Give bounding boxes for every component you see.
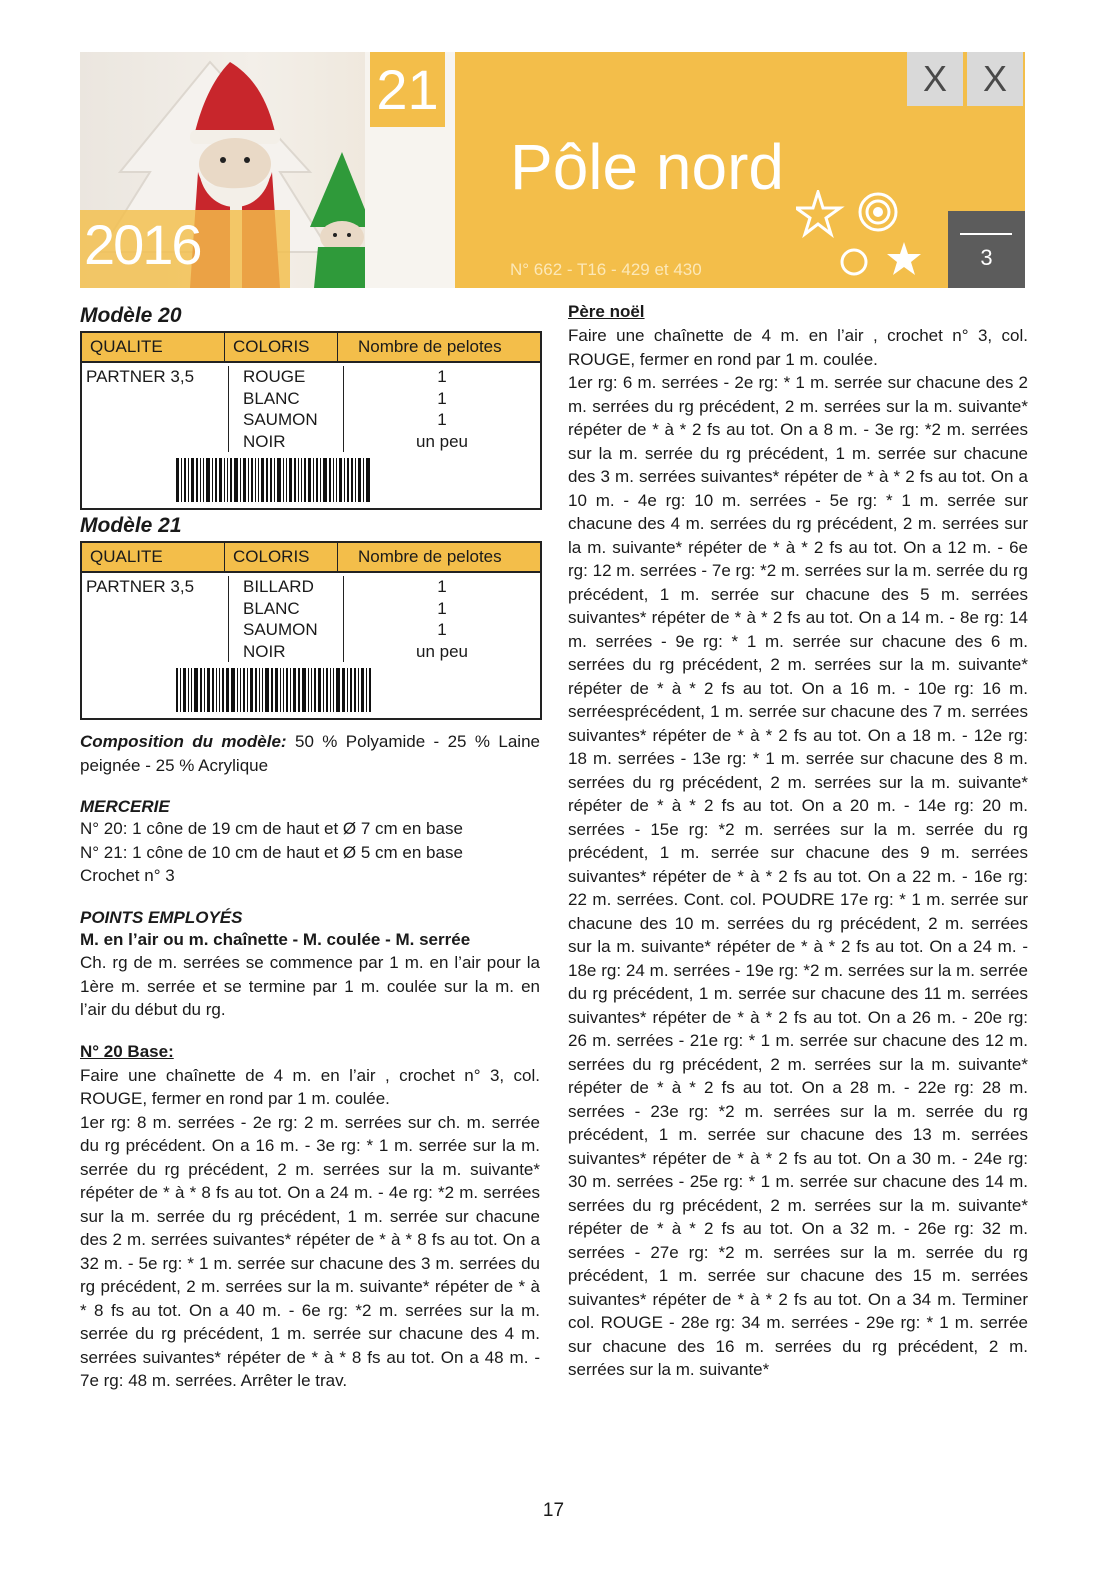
barcode-bar — [181, 458, 182, 502]
column-header: COLORIS — [225, 543, 338, 571]
barcode-bar — [336, 458, 337, 502]
barcode-bar — [206, 458, 210, 502]
points-subtitle: M. en l’air ou m. chaînette - M. coulée - M. serrée — [80, 929, 471, 949]
barcode-bar — [247, 668, 248, 712]
barcode-bar — [265, 668, 269, 712]
color-value: SAUMON — [243, 620, 318, 639]
barcode-bar — [176, 668, 178, 712]
barcode-bar — [262, 668, 263, 712]
model-number: 21 — [376, 58, 439, 121]
instruction-paragraph: Faire une chaînette de 4 m. en l’air , crochet n° 3, col. ROUGE, fermer en rond par 1 m. coulée. — [80, 1065, 540, 1108]
barcode-bar — [275, 668, 278, 712]
barcode-bar — [271, 668, 273, 712]
counts-cell — [344, 366, 540, 452]
barcode-bar — [344, 458, 345, 502]
barcode-bar — [308, 458, 311, 502]
barcode-bar — [240, 668, 241, 712]
barcode-bar — [293, 668, 296, 712]
barcode-bar — [231, 668, 235, 712]
barcode-bar — [274, 458, 275, 502]
barcode-bar — [194, 668, 198, 712]
barcode-bar — [230, 458, 232, 502]
barcode-bar — [369, 668, 371, 712]
barcode-bar — [283, 458, 284, 502]
column-header: QUALITE — [82, 333, 225, 361]
barcode-bar — [358, 668, 359, 712]
barcode-bar — [200, 458, 201, 502]
barcode-bar — [323, 668, 324, 712]
barcode-bar — [330, 668, 331, 712]
barcode-bar — [184, 458, 186, 502]
barcode-bar — [336, 668, 340, 712]
instruction-paragraph: 1er rg: 8 m. serrées - 2e rg: 2 m. serrées sur ch. m. serrée du rg précédent. On a 16 m. - 3e rg: * 1 m. serrée sur la m. serrée du rg précédent, 2 m. serrées sur la m. suivante* répéter de * à * 8 fs au tot. On a 24 m. - 4e rg: *2 m. serrées sur la m. serrée du rg précédent, 1 m. serrée sur chacune des 2 m. serrées suivantes* répéter de * à * 8 fs au tot. On a 32 m. - 5e rg: * 1 m. serrée sur chacune des 3 m. serrées du rg précédent, 2 m. serrées sur la m. suivante* répéter de * à * 8 fs au tot. On a 40 m. - 6e rg: *2 m. serrées sur la m. serrée du rg précédent, 1 m. serrée sur chacune des 4 m. serrées suivantes* répéter de * à * 8 fs au tot. On a 48 m. - 7e rg: 48 m. serrées. Arrêter le trav. — [80, 1112, 540, 1390]
barcode-bar — [302, 668, 306, 712]
barcode-bar — [237, 668, 238, 712]
count-value: un peu — [416, 431, 468, 451]
barcode-bar — [320, 458, 321, 502]
barcode-bar — [304, 458, 306, 502]
yarn-table — [80, 331, 542, 510]
pattern-title: Pôle nord — [510, 131, 784, 203]
needle-icon: X — [967, 52, 1023, 106]
yarn-table — [80, 541, 542, 720]
barcode-bar — [255, 668, 257, 712]
color-value: BLANC — [243, 388, 300, 408]
barcode-bar — [219, 668, 220, 712]
barcode-bar — [342, 668, 345, 712]
yarn-table-header — [82, 333, 540, 363]
color-value: NOIR — [243, 641, 286, 661]
left-column — [80, 300, 540, 1393]
barcode-bar — [243, 668, 245, 712]
barcode-bar — [224, 458, 225, 502]
barcode-bar — [243, 458, 246, 502]
barcode-bar — [298, 668, 300, 712]
header-banner — [80, 52, 1025, 288]
needle-icon: X — [907, 52, 963, 106]
barcode-bar — [294, 458, 296, 502]
quality-cell: PARTNER 3,5 — [86, 367, 195, 386]
barcode-bar — [339, 458, 342, 502]
barcode-bar — [313, 458, 314, 502]
barcode-bar — [207, 668, 210, 712]
barcode-bar — [347, 668, 348, 712]
barcode-bar — [283, 668, 284, 712]
barcode-bar — [366, 668, 367, 712]
barcode-bar — [250, 668, 253, 712]
barcode-bar — [326, 668, 328, 712]
barcode — [176, 458, 540, 502]
mercerie-line: N° 21: 1 cône de 10 cm de haut et Ø 5 cm en base — [80, 842, 463, 862]
section-title: Père noël — [568, 302, 645, 321]
instruction-paragraph: 1er rg: 6 m. serrées - 2e rg: * 1 m. serrée sur chacune des 2 m. serrées du rg précédent, 2 m. serrées sur la m. suivante* répéter de * à * 2 fs au tot. On a 8 m. - 3e rg: *2 m. serrées sur la m. serrée du rg précédent, 1 m. serrée sur chacune des 3 m. serrées suivantes* répéter de * à * 2 fs au tot. On a 10 m. - 4e rg: 10 m. serrées - 5e rg: * 1 m. serrée sur chacune des 4 m. serrées du rg précédent, 2 m. serrées sur la m. suivante* répéter de * à * 2 fs au tot. On a 12 m. - 6e rg: 12 m. serrées - 7e rg: *2 m. serrées sur la m. serrée du rg précédent, 1 m. serrée sur chacune des 5 m. serrées suivantes* répéter de * à * 2 fs au tot. On a 14 m. - 8e rg: 14 m. serrées - 9e rg: * 1 m. serrée sur chacune des 6 m. serrées du rg précédent, 2 m. serrées sur la m. suivante* répéter de * à * 2 fs au tot. On a 16 m. - 10e rg: 16 m. serréesprécédent, 1 m. serrée sur chacune des 7 m. serrées suivantes* répéter de * à * 2 fs au tot. On a 18 m. - 12e rg: 18 m. serrées - 13e rg: * 1 m. serrée sur chacune des 8 m. serrées du rg précédent, 2 m. serrées sur la m. suivante* répéter de * à * 2 fs au tot. On a 20 m. - 14e rg: 20 m. serrées - 15e rg: *2 m. serrées sur la m. serrée du rg précédent, 1 m. serrée sur chacune des 9 m. serrées suivantes* répéter de * à * 2 fs au tot. On a 22 m. - 16e rg: 22 m. serrées. Cont. col. POUDRE 17e rg: * 1 m. serrée sur chacune des 10 m. serrées du rg précédent, 2 m. serrées sur la m. suivante* répéter de * à * 2 fs au tot. On a 24 m. - 18e rg: 24 m. serrées - 19e rg: *2 m. serrées sur la m. serrée du rg précédent, 1 m. serrée sur chacune des 11 m. serrées suivantes* répéter de * à * 2 fs au tot. On a 26 m. - 20e rg: 26 m. serrées - 21e rg: * 1 m. serrée sur chacune des 12 m. serrées du rg précédent, 2 m. serrées sur la m. suivante* répéter de * à * 2 fs au tot. On a 28 m. - 22e rg: 28 m. serrées - 23e rg: *2 m. serrées sur la m. serrée du rg précédent, 1 m. serrée sur chacune des 13 m. serrées suivantes* répéter de * à * 2 fs au tot. On a 30 m. - 24e rg: 30 m. serrées - 25e rg: * 1 m. serrée sur chacune des 14 m. serrées du rg précédent, 2 m. serrées sur la m. suivante* répéter de * à * 2 fs au tot. On a 32 m. - 26e rg: 32 m. serrées - 27e rg: *2 m. serrées sur la m. serrée du rg précédent, 1 m. serrée sur chacune des 15 m. serrées suivantes* répéter de * à * 2 fs au tot. On a 34 m. Terminer col. ROUGE - 28e rg: 34 m. serrées - 29e rg: * 1 m. serrée sur chacune des 16 m. serrées du rg précédent, 2 m. serrées sur la m. suivante* — [568, 373, 1028, 1379]
barcode-bar — [200, 668, 202, 712]
barcode-bar — [286, 458, 287, 502]
barcode-bar — [301, 458, 302, 502]
barcode-bar — [191, 458, 194, 502]
barcode — [176, 668, 540, 712]
barcode-bar — [355, 458, 356, 502]
barcode-bar — [258, 458, 259, 502]
color-value: ROUGE — [243, 367, 306, 386]
barcode-bar — [363, 458, 364, 502]
count-value: 1 — [437, 598, 447, 618]
right-column — [568, 302, 1028, 1382]
count-value: 1 — [437, 388, 447, 408]
barcode-bar — [329, 458, 331, 502]
barcode-bar — [333, 458, 334, 502]
barcode-bar — [290, 668, 291, 712]
column-header: QUALITE — [82, 543, 225, 571]
barcode-bar — [277, 458, 281, 502]
barcode-bar — [188, 458, 189, 502]
barcode-bar — [219, 458, 222, 502]
arrow-icon — [960, 233, 1012, 235]
instruction-paragraph: Faire une chaînette de 4 m. en l’air , crochet n° 3, col. ROUGE, fermer en rond par 1 m. coulée. — [568, 326, 1028, 369]
barcode-bar — [196, 458, 198, 502]
column-header: COLORIS — [225, 333, 338, 361]
barcode-bar — [289, 458, 292, 502]
barcode-bar — [226, 668, 229, 712]
color-value: SAUMON — [243, 410, 318, 429]
colors-cell — [228, 366, 344, 452]
color-value: BILLARD — [243, 577, 314, 596]
barcode-bar — [234, 458, 238, 502]
barcode-bar — [180, 668, 181, 712]
barcode-bar — [212, 458, 213, 502]
year-label: 2016 — [84, 213, 201, 276]
barcode-bar — [204, 668, 205, 712]
model-heading: Modèle 21 — [80, 514, 182, 537]
column-header: Nombre de pelotes — [358, 547, 502, 566]
barcode-bar — [222, 668, 224, 712]
yarn-table-body — [82, 363, 540, 452]
barcode-bar — [240, 458, 241, 502]
counts-cell — [344, 576, 540, 662]
category-badge — [948, 211, 1025, 288]
barcode-bar — [215, 458, 217, 502]
barcode-bar — [333, 668, 334, 712]
barcode-bar — [351, 458, 353, 502]
barcode-bar — [270, 458, 272, 502]
yarn-table-body — [82, 573, 540, 662]
colors-cell — [228, 576, 344, 662]
composition — [80, 730, 540, 777]
composition-text: 50 % Polyamide - 25 % Laine peignée - 25 % Acrylique — [80, 732, 540, 775]
count-value: un peu — [416, 641, 468, 661]
barcode-bar — [298, 458, 299, 502]
count-value: 1 — [437, 410, 447, 429]
model-heading: Modèle 20 — [80, 304, 182, 327]
barcode-bar — [183, 668, 186, 712]
barcode-bar — [316, 458, 318, 502]
barcode-bar — [347, 458, 349, 502]
barcode-bar — [354, 668, 356, 712]
barcode-bar — [176, 458, 179, 502]
count-value: 1 — [437, 577, 447, 596]
stars-decoration-icon — [796, 190, 936, 288]
barcode-bar — [248, 458, 249, 502]
mercerie-line: N° 20: 1 cône de 19 cm de haut et Ø 7 cm en base — [80, 819, 463, 838]
barcode-bar — [280, 668, 281, 712]
page-number: 17 — [542, 1500, 565, 1521]
barcode-bar — [266, 458, 268, 502]
barcode-bar — [255, 458, 256, 502]
column-header: Nombre de pelotes — [358, 337, 502, 356]
barcode-bar — [203, 458, 204, 502]
barcode-bar — [261, 458, 264, 502]
barcode-bar — [286, 668, 288, 712]
count-value: 1 — [437, 620, 447, 639]
color-value: NOIR — [243, 431, 286, 451]
barcode-bar — [308, 668, 309, 712]
section-title: POINTS EMPLOYÉS — [80, 907, 243, 927]
reference-code: N° 662 - T16 - 429 et 430 — [510, 260, 702, 279]
barcode-bar — [216, 668, 217, 712]
barcode-bar — [358, 458, 361, 502]
points-text: Ch. rg de m. serrées se commence par 1 m. en l’air pour la 1ère m. serrée et se termine par 1 m. coulée sur la m. en l’air du début du rg. — [80, 953, 540, 1019]
barcode-bar — [361, 668, 364, 712]
barcode-bar — [366, 458, 370, 502]
section-title: MERCERIE — [80, 797, 170, 816]
barcode-bar — [251, 458, 253, 502]
barcode-bar — [318, 668, 321, 712]
color-value: BLANC — [243, 598, 300, 618]
barcode-bar — [314, 668, 316, 712]
barcode-bar — [191, 668, 192, 712]
barcode-bar — [227, 458, 228, 502]
yarn-table-header — [82, 543, 540, 573]
barcode-bar — [212, 668, 214, 712]
quality-cell: PARTNER 3,5 — [86, 577, 195, 596]
barcode-bar — [259, 668, 260, 712]
barcode-bar — [311, 668, 312, 712]
category-number: 3 — [980, 245, 993, 270]
barcode-bar — [323, 458, 327, 502]
count-value: 1 — [437, 367, 447, 386]
composition-label: Composition du modèle: — [80, 732, 287, 751]
barcode-bar — [350, 668, 352, 712]
barcode-bar — [188, 668, 189, 712]
mercerie-line: Crochet n° 3 — [80, 866, 175, 885]
section-title: N° 20 Base: — [80, 1041, 174, 1061]
